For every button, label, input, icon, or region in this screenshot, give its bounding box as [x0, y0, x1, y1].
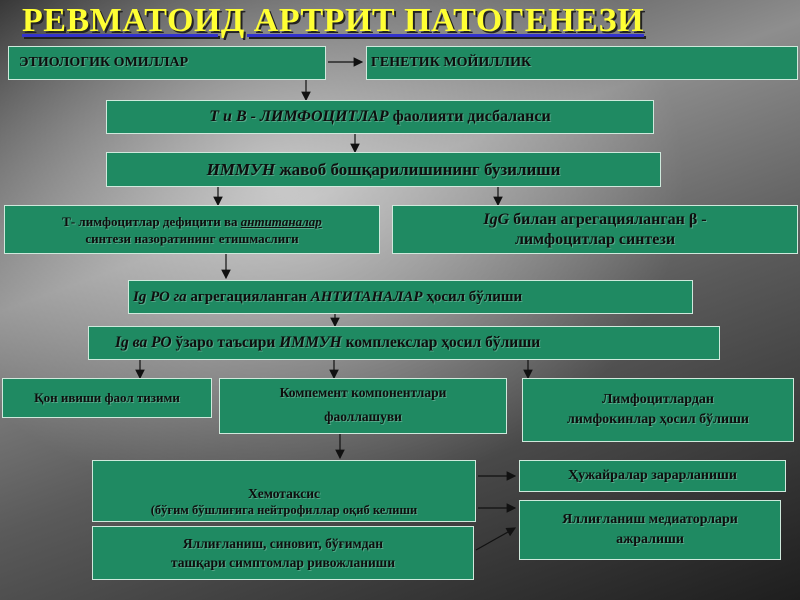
- box-synovitis: Яллиғланиш, синовит, бўғимдан ташқари симптомлар ривожланиши: [92, 526, 474, 580]
- box-lymphokines: Лимфоцитлардан лимфокинлар ҳосил бўлиши: [522, 378, 794, 442]
- box-tb-lymphocytes: Т и В - ЛИМФОЦИТЛАР фаолияти дисбаланси: [106, 100, 654, 134]
- box-ig-ro-antibodies: Ig РО га агрегацияланган АНТИТАНАЛАР ҳосил бўлиши: [128, 280, 693, 314]
- box-igg-synthesis: IgG билан агрегацияланган β - лимфоцитлар синтези: [392, 205, 798, 254]
- page-title: РЕВМАТОИД АРТРИТ ПАТОГЕНЕЗИ: [22, 2, 645, 39]
- box-etiology: ЭТИОЛОГИК ОМИЛЛАР: [8, 46, 326, 80]
- box-immune-response: ИММУН жавоб бошқарилишининг бузилиши: [106, 152, 661, 187]
- box-complement-activation: Компемент компонентлари фаоллашуви: [219, 378, 507, 434]
- arrow-syno-inflam: [476, 528, 515, 550]
- box-blood-clotting: Қон ивиши фаол тизими: [2, 378, 212, 418]
- box-immune-complexes: Ig ва РО ўзаро таъсири ИММУН комплекслар ҳосил бўлиши: [88, 326, 720, 360]
- box-genetic: ГЕНЕТИК МОЙИЛЛИК: [366, 46, 798, 80]
- box-cell-damage: Ҳужайралар зарарланиши: [519, 460, 786, 492]
- box-chemotaxis: Хемотаксис (бўғим бўшлиғига нейтрофиллар оқиб келиши: [92, 460, 476, 522]
- box-t-deficiency: Т- лимфоцитлар дефицити ва антитаналар синтези назоратининг етишмаслиги: [4, 205, 380, 254]
- box-inflammation-mediators: Яллиғланиш медиаторлари ажралиши: [519, 500, 781, 560]
